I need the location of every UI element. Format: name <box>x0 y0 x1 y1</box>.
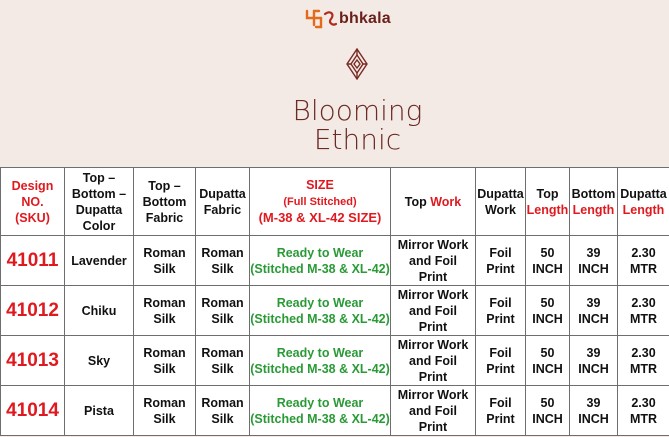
header-dupatta-fabric: Dupatta Fabric <box>196 168 250 236</box>
color-cell: Pista <box>65 386 134 436</box>
logo-text: bhkala <box>339 10 391 27</box>
dupatta-work-cell: Foil Print <box>476 386 526 436</box>
size-cell: Ready to Wear (Stitched M-38 & XL-42) <box>250 386 391 436</box>
size-cell: Ready to Wear (Stitched M-38 & XL-42) <box>250 286 391 336</box>
dupatta-length-cell: 2.30 MTR <box>618 236 669 286</box>
top-length-cell: 50 INCH <box>526 336 570 386</box>
dupatta-fabric-cell: Roman Silk <box>196 236 250 286</box>
fabric-cell: Roman Silk <box>134 386 196 436</box>
top-length-cell: 50 INCH <box>526 236 570 286</box>
dupatta-length-cell: 2.30 MTR <box>618 286 669 336</box>
color-cell: Sky <box>65 336 134 386</box>
sku-cell: 41013 <box>1 336 65 386</box>
header-bottom-length: Bottom Length <box>570 168 618 236</box>
swastik-logo-icon <box>304 8 338 30</box>
header-design-no: Design NO. (SKU) <box>1 168 65 236</box>
collection-title-line1: Blooming <box>292 94 423 127</box>
top-work-cell: Mirror Work and Foil Print <box>391 386 476 436</box>
top-work-cell: Mirror Work and Foil Print <box>391 336 476 386</box>
table-row <box>1 286 669 336</box>
sku-cell: 41012 <box>1 286 65 336</box>
dupatta-length-cell: 2.30 MTR <box>618 336 669 386</box>
fabric-cell: Roman Silk <box>134 336 196 386</box>
brand-logo <box>304 8 391 30</box>
dupatta-length-cell: 2.30 MTR <box>618 386 669 436</box>
ornament-icon <box>345 48 369 80</box>
color-cell: Chiku <box>65 286 134 336</box>
bottom-length-cell: 39 INCH <box>570 336 618 386</box>
header-dupatta-work: Dupatta Work <box>476 168 526 236</box>
collection-title-line2: Ethnic <box>313 123 402 156</box>
sku-cell: 41011 <box>1 236 65 286</box>
sku-cell: 41014 <box>1 386 65 436</box>
dupatta-fabric-cell: Roman Silk <box>196 386 250 436</box>
bottom-length-cell: 39 INCH <box>570 286 618 336</box>
size-cell: Ready to Wear (Stitched M-38 & XL-42) <box>250 336 391 386</box>
header-dupatta-length: Dupatta Length <box>618 168 669 236</box>
header-size: SIZE (Full Stitched) (M-38 & XL-42 SIZE) <box>250 168 391 236</box>
size-cell: Ready to Wear (Stitched M-38 & XL-42) <box>250 236 391 286</box>
top-work-cell: Mirror Work and Foil Print <box>391 286 476 336</box>
dupatta-fabric-cell: Roman Silk <box>196 336 250 386</box>
fabric-cell: Roman Silk <box>134 286 196 336</box>
header-top-bottom-fabric: Top – Bottom Fabric <box>134 168 196 236</box>
dupatta-work-cell: Foil Print <box>476 336 526 386</box>
bottom-length-cell: 39 INCH <box>570 386 618 436</box>
catalog-header <box>0 0 669 166</box>
table-header-row <box>1 168 669 236</box>
header-top-length: Top Length <box>526 168 570 236</box>
bottom-length-cell: 39 INCH <box>570 236 618 286</box>
product-table <box>0 167 669 436</box>
table-row <box>1 386 669 436</box>
header-color: Top – Bottom – Dupatta Color <box>65 168 134 236</box>
fabric-cell: Roman Silk <box>134 236 196 286</box>
dupatta-work-cell: Foil Print <box>476 236 526 286</box>
top-length-cell: 50 INCH <box>526 286 570 336</box>
top-length-cell: 50 INCH <box>526 386 570 436</box>
dupatta-fabric-cell: Roman Silk <box>196 286 250 336</box>
header-top-work: Top Work <box>391 168 476 236</box>
color-cell: Lavender <box>65 236 134 286</box>
table-row <box>1 336 669 386</box>
table-row <box>1 236 669 286</box>
top-work-cell: Mirror Work and Foil Print <box>391 236 476 286</box>
dupatta-work-cell: Foil Print <box>476 286 526 336</box>
